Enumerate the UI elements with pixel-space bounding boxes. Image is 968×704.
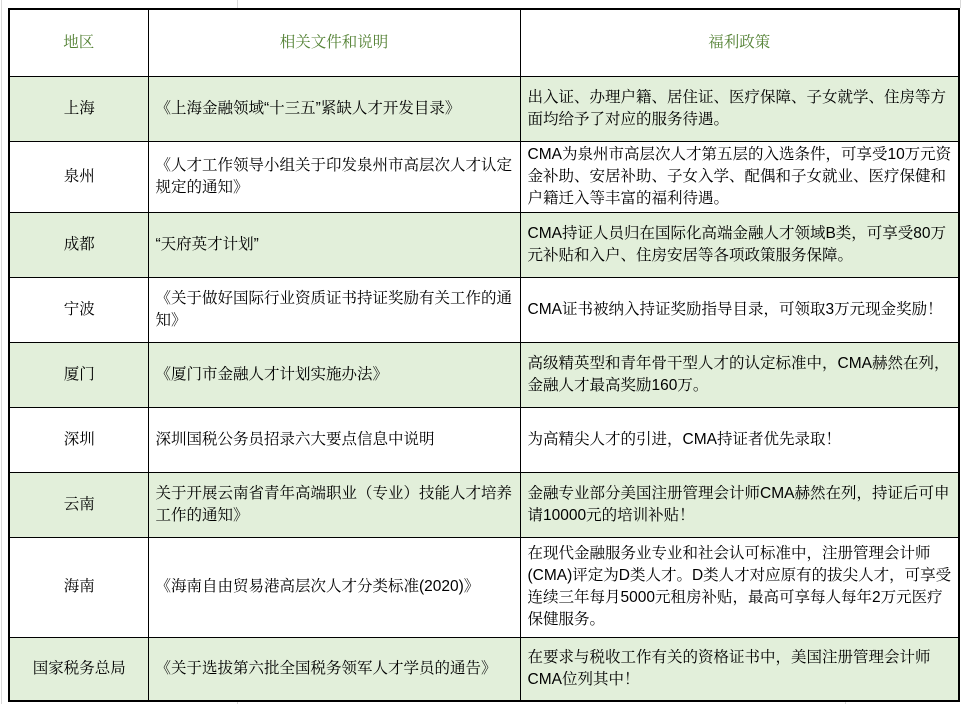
table-row-quanzhou	[9, 141, 959, 212]
region-cell: 上海	[9, 76, 148, 141]
document-cell: 《人才工作领导小组关于印发泉州市高层次人才认定规定的通知》	[148, 141, 520, 212]
table-row-xiamen	[9, 342, 959, 407]
table-row-ningbo	[9, 277, 959, 342]
document-cell: 关于开展云南省青年高端职业（专业）技能人才培养工作的通知》	[148, 472, 520, 537]
column-header-document: 相关文件和说明	[148, 9, 520, 76]
cma-benefit-policy-table	[8, 8, 960, 702]
document-cell: 《厦门市金融人才计划实施办法》	[148, 342, 520, 407]
region-cell: 泉州	[9, 141, 148, 212]
gridline-stub-top-2	[960, 0, 961, 8]
table-header-row	[9, 9, 959, 76]
table-row-chengdu	[9, 212, 959, 277]
document-cell: 《关于选拔第六批全国税务领军人才学员的通告》	[148, 637, 520, 701]
column-header-region: 地区	[9, 9, 148, 76]
document-cell: 《关于做好国际行业资质证书持证奖励有关工作的通知》	[148, 277, 520, 342]
column-header-policy: 福利政策	[520, 9, 959, 76]
policy-cell: 金融专业部分美国注册管理会计师CMA赫然在列，持证后可申请10000元的培训补贴！	[520, 472, 959, 537]
policy-cell: 在要求与税收工作有关的资格证书中，美国注册管理会计师CMA位列其中！	[520, 637, 959, 701]
table-row-state-tax-administration	[9, 637, 959, 701]
region-cell: 海南	[9, 537, 148, 637]
table-row-shanghai	[9, 76, 959, 141]
table-row-shenzhen	[9, 407, 959, 472]
region-cell: 厦门	[9, 342, 148, 407]
region-cell: 深圳	[9, 407, 148, 472]
document-cell: 《上海金融领域“十三五”紧缺人才开发目录》	[148, 76, 520, 141]
policy-cell: 高级精英型和青年骨干型人才的认定标准中，CMA赫然在列，金融人才最高奖励160万。	[520, 342, 959, 407]
policy-cell: CMA持证人员归在国际化高端金融人才领域B类，可享受80万元补贴和入户、住房安居等各项政策服务保障。	[520, 212, 959, 277]
table-row-hainan	[9, 537, 959, 637]
policy-cell: 出入证、办理户籍、居住证、医疗保障、子女就学、住房等方面均给予了对应的服务待遇。	[520, 76, 959, 141]
policy-cell: 在现代金融服务业专业和社会认可标准中，注册管理会计师(CMA)评定为D类人才。D类人才对应原有的拔尖人才，可享受连续三年每月5000元租房补贴，最高可享每人每年2万元医疗保健服务。	[520, 537, 959, 637]
policy-cell: CMA为泉州市高层次人才第五层的入选条件，可享受10万元资金补助、安居补助、子女入学、配偶和子女就业、医疗保健和户籍迁入等丰富的福利待遇。	[520, 141, 959, 212]
gridline-stub-left	[1, 0, 2, 704]
region-cell: 国家税务总局	[9, 637, 148, 701]
table-row-yunnan	[9, 472, 959, 537]
policy-cell: CMA证书被纳入持证奖励指导目录，可领取3万元现金奖励！	[520, 277, 959, 342]
document-cell: “天府英才计划”	[148, 212, 520, 277]
region-cell: 云南	[9, 472, 148, 537]
region-cell: 成都	[9, 212, 148, 277]
gridline-stub-top-1	[237, 0, 238, 8]
document-cell: 深圳国税公务员招录六大要点信息中说明	[148, 407, 520, 472]
policy-cell: 为高精尖人才的引进，CMA持证者优先录取！	[520, 407, 959, 472]
document-cell: 《海南自由贸易港高层次人才分类标准(2020)》	[148, 537, 520, 637]
region-cell: 宁波	[9, 277, 148, 342]
